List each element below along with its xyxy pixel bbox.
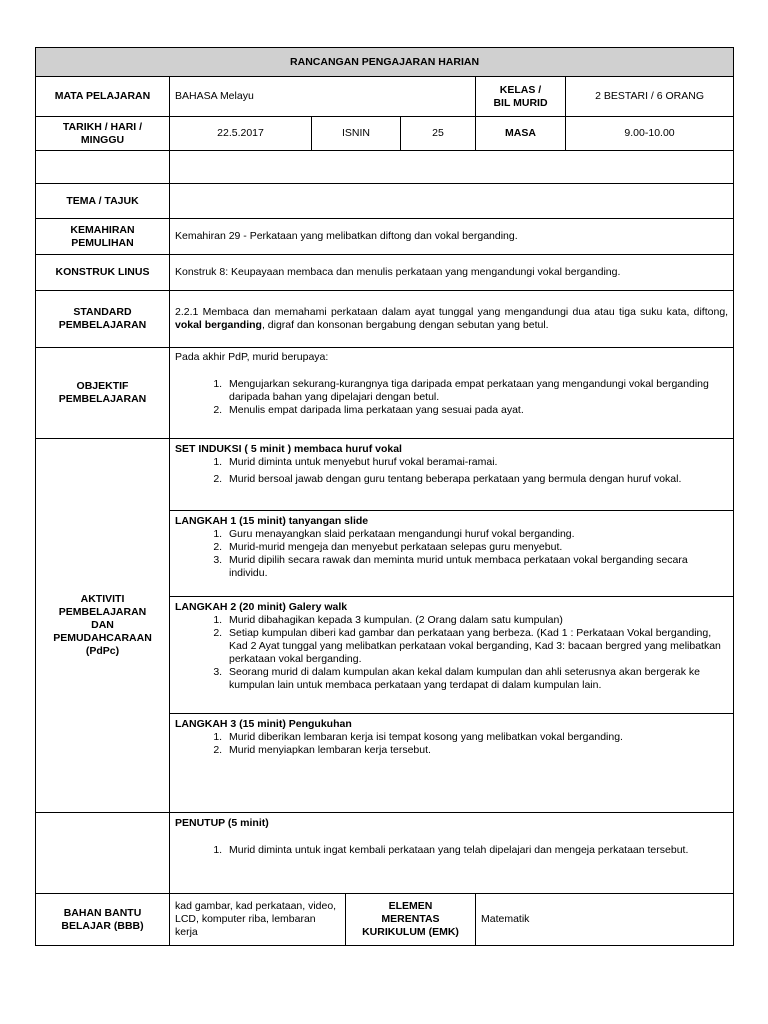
- penutup-block: [170, 813, 734, 894]
- aktiviti-label-line: AKTIVITI: [80, 593, 125, 605]
- plan-title: RANCANGAN PENGAJARAN HARIAN: [36, 48, 734, 77]
- emk-label-line1: ELEMEN: [388, 900, 433, 912]
- masa-label: MASA: [476, 117, 566, 151]
- langkah3-item: 2. Murid menyiapkan lembaran kerja tersebut.: [225, 744, 728, 757]
- kemahiran-label-line1: KEMAHIRAN: [70, 223, 135, 236]
- penutup-label-cell: [36, 813, 170, 894]
- langkah1-item: 1. Guru menayangkan slaid perkataan mengandungi huruf vokal berganding.: [225, 528, 728, 541]
- standard-label-line1: STANDARD: [73, 306, 132, 318]
- masa-value: 9.00-10.00: [566, 117, 734, 151]
- standard-label: [36, 291, 170, 348]
- langkah3-list: [175, 731, 728, 757]
- penutup-title: PENUTUP (5 minit): [175, 817, 269, 829]
- tarikh-date: 22.5.2017: [170, 117, 312, 151]
- konstruk-value: Konstruk 8: Keupayaan membaca dan menulis perkataan yang mengandungi vokal berganding.: [170, 255, 734, 291]
- langkah1-title: LANGKAH 1 (15 minit) tanyangan slide: [175, 515, 369, 527]
- objektif-item: 2. Menulis empat daripada lima perkataan yang sesuai pada ayat.: [225, 404, 728, 417]
- emk-label-line2: MERENTAS: [381, 913, 440, 925]
- blank-value-cell: [170, 151, 734, 184]
- objektif-list: [175, 378, 728, 417]
- langkah1-block: [170, 511, 734, 597]
- langkah2-item: 2. Setiap kumpulan diberi kad gambar dan perkataan yang berbeza. (Kad 1 : Perkataan Vokal berganding, Kad 2 Ayat tunggal yang melibatkan perkataan vokal berganding, Kad 3: bacaan bergred yang melibatkan perkataan vokal berganding.: [225, 627, 728, 666]
- kelas-label-line1: KELAS /: [499, 83, 542, 96]
- emk-value: Matematik: [476, 894, 734, 946]
- penutup-item: 1. Murid diminta untuk ingat kembali perkataan yang telah dipelajari dan mengeja perkataan tersebut.: [225, 844, 728, 857]
- aktiviti-label-line: (PdPc): [85, 645, 120, 657]
- langkah1-item: 3. Murid dipilih secara rawak dan meminta murid untuk membaca perkataan vokal berganding secara individu.: [225, 554, 728, 580]
- objektif-value: [170, 348, 734, 439]
- kemahiran-value: Kemahiran 29 - Perkataan yang melibatkan diftong dan vokal berganding.: [170, 219, 734, 255]
- set-induksi-list: [175, 456, 728, 486]
- objektif-label: [36, 348, 170, 439]
- standard-value: [170, 291, 734, 348]
- tarikh-day: ISNIN: [312, 117, 401, 151]
- kelas-label-line2: BIL MURID: [493, 96, 548, 109]
- standard-text-after: , digraf dan konsonan bergabung dengan sebutan yang betul.: [261, 319, 549, 331]
- tarikh-label-line1: TARIKH / HARI /: [62, 120, 143, 133]
- langkah2-item: 3. Seorang murid di dalam kumpulan akan kekal dalam kumpulan dan ahli seterusnya akan bergerak ke kumpulan lain untuk membaca perkataan yang terdapat di dalam kumpulan lain.: [225, 666, 728, 692]
- tarikh-week: 25: [401, 117, 476, 151]
- objektif-label-line2: PEMBELAJARAN: [58, 393, 147, 405]
- bbb-label: [36, 894, 170, 946]
- langkah1-list: [175, 528, 728, 580]
- objektif-label-line1: OBJEKTIF: [76, 380, 129, 392]
- mata-pelajaran-label: MATA PELAJARAN: [36, 77, 170, 117]
- bbb-label-line2: BELAJAR (BBB): [61, 919, 144, 932]
- standard-text-bold: vokal berganding: [175, 319, 262, 331]
- langkah3-title: LANGKAH 3 (15 minit) Pengukuhan: [175, 718, 352, 730]
- kemahiran-label: [36, 219, 170, 255]
- standard-text-before: 2.2.1 Membaca dan memahami perkataan dalam ayat tunggal yang mengandungi dua atau tiga suku kata, diftong,: [175, 306, 729, 318]
- set-induksi-block: [170, 439, 734, 511]
- set-induksi-item: 1. Murid diminta untuk menyebut huruf vokal beramai-ramai.: [225, 456, 728, 469]
- standard-label-line2: PEMBELAJARAN: [58, 319, 147, 331]
- objektif-item: 1. Mengujarkan sekurang-kurangnya tiga daripada empat perkataan yang mengandungi vokal berganding daripada bahan yang dipelajari dengan betul.: [225, 378, 728, 404]
- kelas-label: [476, 77, 566, 117]
- langkah2-title: LANGKAH 2 (20 minit) Galery walk: [175, 601, 348, 613]
- aktiviti-label-line: DAN: [91, 619, 114, 631]
- kelas-value: 2 BESTARI / 6 ORANG: [566, 77, 734, 117]
- lesson-plan-table: [35, 47, 734, 946]
- emk-label: [346, 894, 476, 946]
- bbb-value: kad gambar, kad perkataan, video, LCD, komputer riba, lembaran kerja: [170, 894, 346, 946]
- mata-pelajaran-value: BAHASA Melayu: [170, 77, 476, 117]
- langkah2-block: [170, 597, 734, 714]
- langkah3-block: [170, 714, 734, 813]
- kemahiran-label-line2: PEMULIHAN: [71, 236, 134, 249]
- tema-label: TEMA / TAJUK: [36, 184, 170, 219]
- bbb-label-line1: BAHAN BANTU: [63, 906, 142, 919]
- aktiviti-label-line: PEMBELAJARAN: [58, 606, 147, 618]
- langkah2-item: 1. Murid dibahagikan kepada 3 kumpulan. (2 Orang dalam satu kumpulan): [225, 614, 728, 627]
- set-induksi-title: SET INDUKSI ( 5 minit ) membaca huruf vokal: [175, 443, 402, 455]
- objektif-intro: Pada akhir PdP, murid berupaya:: [175, 351, 329, 363]
- konstruk-label: KONSTRUK LINUS: [36, 255, 170, 291]
- langkah2-list: [175, 614, 728, 692]
- penutup-list: [175, 844, 728, 857]
- aktiviti-label: [36, 439, 170, 813]
- emk-label-line3: KURIKULUM (EMK): [362, 926, 459, 938]
- aktiviti-label-line: PEMUDAHCARAAN: [53, 632, 152, 644]
- tarikh-label-line2: MINGGU: [80, 133, 125, 146]
- set-induksi-item: 2. Murid bersoal jawab dengan guru tentang beberapa perkataan yang bermula dengan huruf vokal.: [225, 473, 728, 486]
- langkah1-item: 2. Murid-murid mengeja dan menyebut perkataan selepas guru menyebut.: [225, 541, 728, 554]
- tema-value: [170, 184, 734, 219]
- tarikh-label: [36, 117, 170, 151]
- blank-label-cell: [36, 151, 170, 184]
- langkah3-item: 1. Murid diberikan lembaran kerja isi tempat kosong yang melibatkan vokal berganding.: [225, 731, 728, 744]
